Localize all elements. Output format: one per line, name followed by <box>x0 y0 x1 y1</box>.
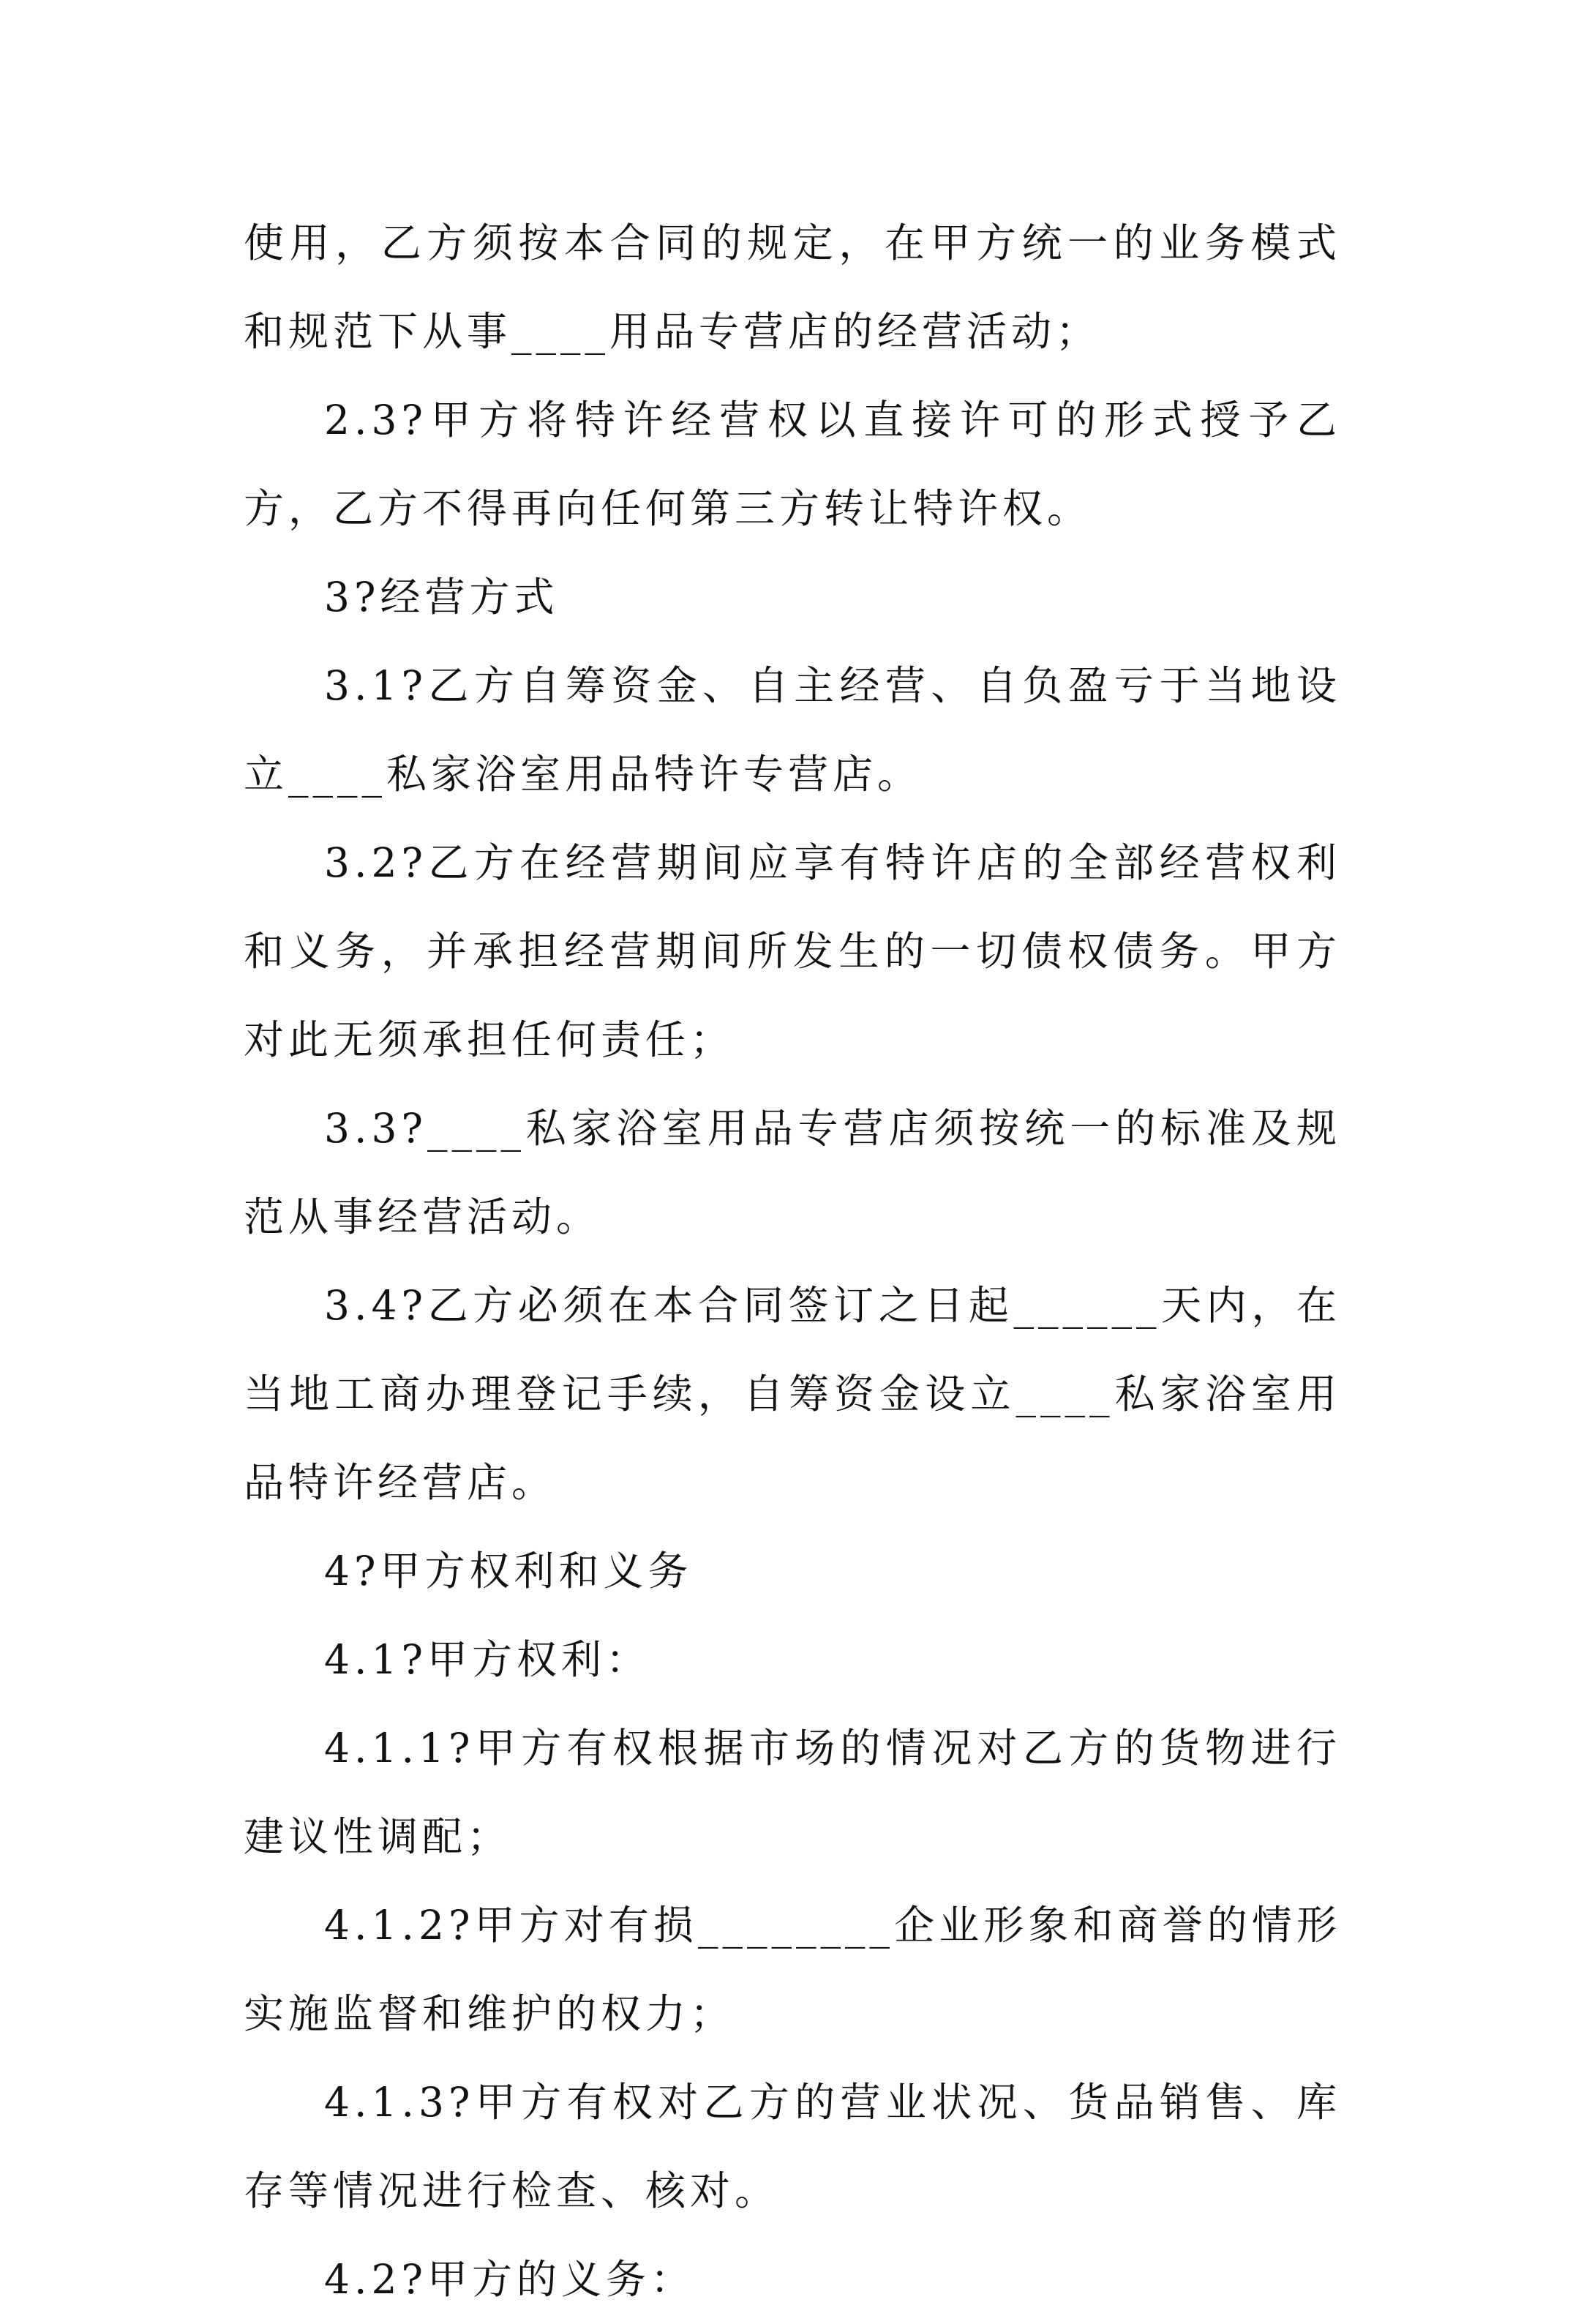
section-4-heading: 4?甲方权利和义务 <box>324 1548 693 1594</box>
paragraph-continuation: 使用，乙方须按本合同的规定，在甲方统一的业务模式和规范下从事____用品专营店的经营活动； <box>244 220 1341 355</box>
clause-4-1-1: 4.1.1?甲方有权根据市场的情况对乙方的货物进行建议性调配； <box>244 1725 1341 1860</box>
clause-3-2: 3.2?乙方在经营期间应享有特许店的全部经营权利和义务，并承担经营期间所发生的一切债权债务。甲方对此无须承担任何责任； <box>244 839 1341 1063</box>
contract-text <box>244 199 1341 2324</box>
section-3-heading: 3?经营方式 <box>324 574 559 621</box>
clause-4-1: 4.1?甲方权利： <box>324 1636 650 1683</box>
clause-3-1: 3.1?乙方自筹资金、自主经营、自负盈亏于当地设立____私家浴室用品特许专营店。 <box>244 662 1341 798</box>
clause-3-4: 3.4?乙方必须在本合同签订之日起______天内，在当地工商办理登记手续，自筹资金设立____私家浴室用品特许经营店。 <box>244 1282 1341 1506</box>
clause-4-1-3: 4.1.3?甲方有权对乙方的营业状况、货品销售、库存等情况进行检查、核对。 <box>244 2079 1341 2214</box>
clause-4-1-2: 4.1.2?甲方对有损________企业形象和商誉的情形实施监督和维护的权力； <box>244 1902 1341 2037</box>
clause-3-3: 3.3?____私家浴室用品专营店须按统一的标准及规范从事经营活动。 <box>244 1105 1341 1240</box>
clause-2-3: 2.3?甲方将特许经营权以直接许可的形式授予乙方，乙方不得再向任何第三方转让特许权。 <box>244 397 1341 532</box>
clause-4-2: 4.2?甲方的义务： <box>324 2256 695 2303</box>
